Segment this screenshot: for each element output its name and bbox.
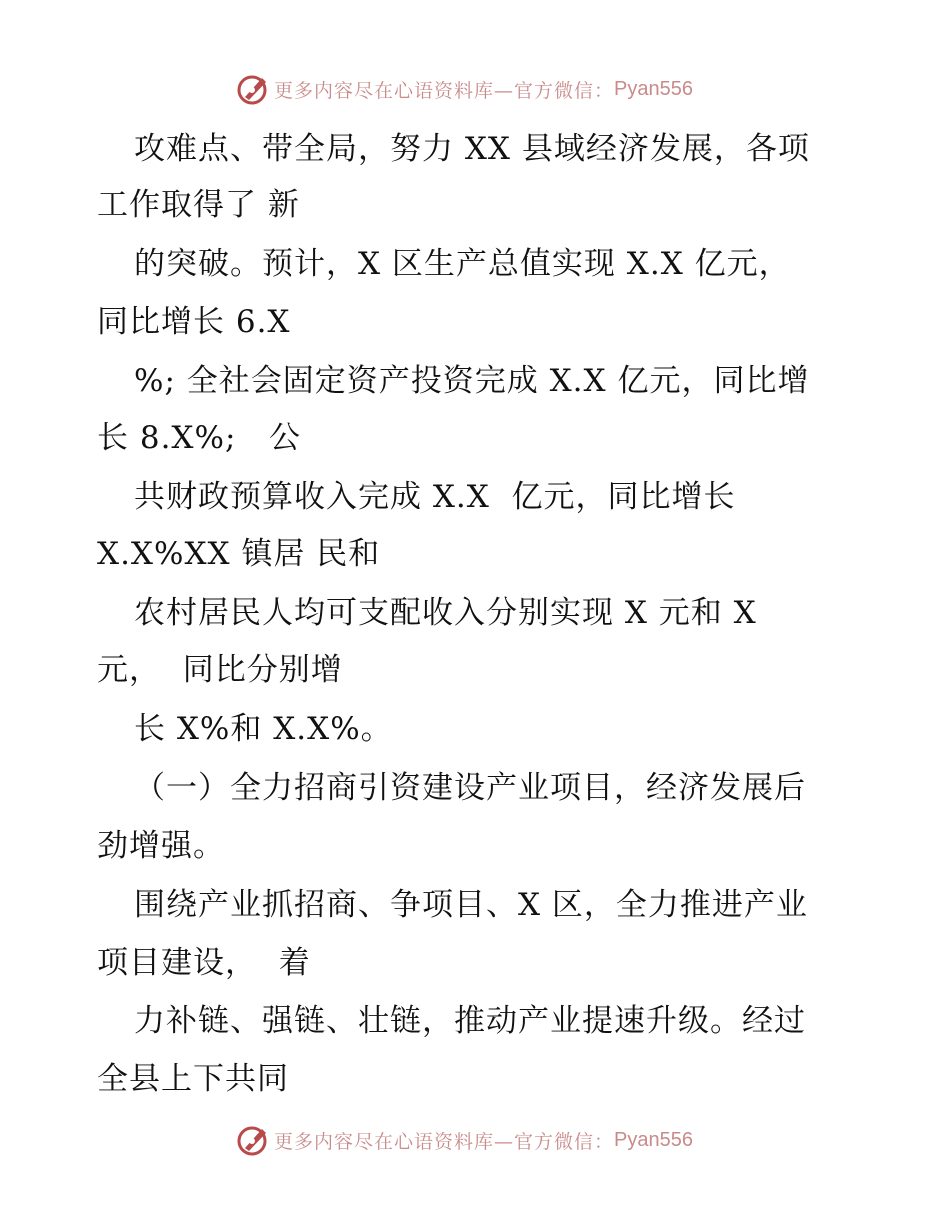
body-line: 农村居民人均可支配收入分别实现 X 元和 X [134,595,757,631]
pen-nib-logo-icon [236,72,270,106]
body-line: 围绕产业抓招商、争项目、X 区，全力推进产业 [134,887,808,923]
header-banner-text: 更多内容尽在心语资料库—官方微信： [274,79,615,102]
body-line: 长 8.X%; 公 [97,420,301,456]
body-line: 长 X%和 X.X%。 [134,711,393,747]
body-line: X.X%XX 镇居 民和 [97,536,381,572]
footer-wechat-id: Pyan556 [614,1128,693,1151]
body-line: %; 全社会固定资产投资完成 X.X 亿元，同比增 [134,363,810,399]
body-line: 攻难点、带全局，努力 XX 县域经济发展，各项 [134,131,810,167]
body-line: 全县上下共同 [97,1061,289,1097]
footer-banner-text: 更多内容尽在心语资料库—官方微信： [274,1130,615,1153]
body-line: 工作取得了 新 [97,187,300,223]
body-line: 元， 同比分别增 [97,652,343,688]
body-line: 共财政预算收入完成 X.X 亿元，同比增长 [134,479,736,515]
body-line: 的突破。预计，X 区生产总值实现 X.X 亿元， [134,246,791,282]
body-line: 力补链、强链、壮链，推动产业提速升级。经过 [134,1003,806,1039]
body-line: 同比增长 6.X [97,304,291,340]
pen-nib-logo-icon [236,1123,270,1157]
header-wechat-id: Pyan556 [614,77,693,100]
body-line: （一）全力招商引资建设产业项目，经济发展后 [134,770,806,806]
body-line: 劲增强。 [97,828,225,864]
header-banner [236,72,693,106]
body-line: 项目建设， 着 [97,945,311,981]
footer-banner [236,1123,693,1157]
